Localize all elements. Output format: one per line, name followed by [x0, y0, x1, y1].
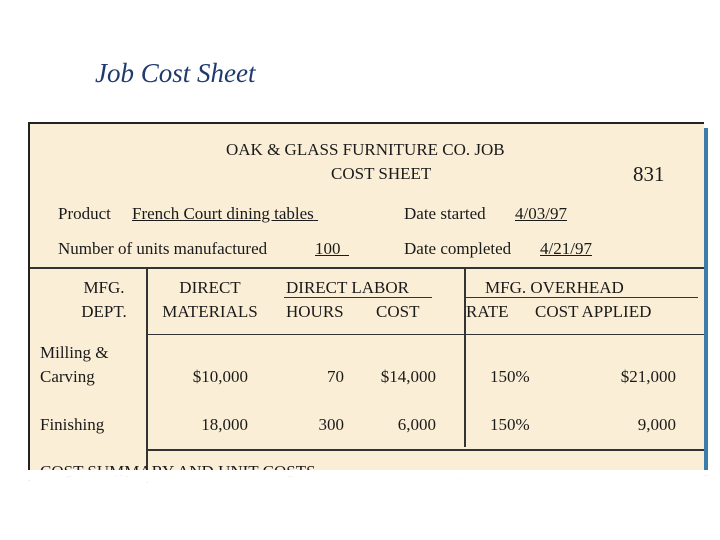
- units-value: 100: [315, 239, 341, 258]
- header-rule-top: [30, 267, 704, 269]
- row1-applied: $21,000: [620, 367, 676, 386]
- col-overhead-rate: RATE: [466, 302, 509, 321]
- row2-rate: 150%: [490, 415, 530, 434]
- col-overhead: MFG. OVERHEAD: [485, 278, 624, 297]
- header-rule-bottom: [146, 334, 704, 335]
- row1-dept-2: Carving: [40, 367, 95, 386]
- col-labor: DIRECT LABOR: [286, 278, 409, 297]
- row1-hours: 70: [327, 367, 344, 386]
- date-completed-label: Date completed: [404, 239, 512, 258]
- col-overhead-applied: COST APPLIED: [535, 302, 652, 321]
- job-cost-sheet: OAK & GLASS FURNITURE CO. JOB COST SHEET 831 Product French Court dining tables Date started 4/03/97 Number of units manufactured 100 Date completed 4/21/97 MFG. DEPT. DIRECT MATERIALS DIRECT LABOR HOURS COST MFG. OVERHEAD RATE COST APPLIED Milling & Carving $10,000 70 $14,000 150% $21,000 Finishing 18,000 300 6,000 150% 9,000: [28, 122, 704, 484]
- row2-materials: 18,000: [201, 415, 248, 434]
- table-rule-bottom: [146, 449, 704, 451]
- col-labor-hours: HOURS: [286, 302, 344, 321]
- labor-underline: [284, 297, 432, 298]
- col-labor-cost: COST: [376, 302, 420, 321]
- col-dept-1: MFG.: [83, 278, 125, 297]
- row1-labor-cost: $14,000: [380, 367, 436, 386]
- row2-applied: 9,000: [637, 415, 676, 434]
- torn-edge: [0, 470, 720, 510]
- units-label: Number of units manufactured: [58, 239, 268, 258]
- col-divider-1: [146, 267, 148, 484]
- col-materials-1: DIRECT: [179, 278, 241, 297]
- col-dept-2: DEPT.: [81, 302, 127, 321]
- row2-hours: 300: [318, 415, 344, 434]
- date-started-value: 4/03/97: [515, 204, 567, 223]
- col-materials-2: MATERIALS: [162, 302, 258, 321]
- sheet-heading-line2: COST SHEET: [331, 164, 432, 183]
- col-divider-2: [464, 267, 466, 447]
- overhead-underline: [466, 297, 698, 298]
- row1-dept-1: Milling &: [40, 343, 109, 362]
- product-label: Product: [58, 204, 111, 223]
- row2-dept: Finishing: [40, 415, 105, 434]
- job-number: 831: [633, 162, 665, 186]
- date-completed-value: 4/21/97: [540, 239, 592, 258]
- row1-materials: $10,000: [192, 367, 248, 386]
- product-value: French Court dining tables: [132, 204, 314, 223]
- date-started-label: Date started: [404, 204, 486, 223]
- row1-rate: 150%: [490, 367, 530, 386]
- row2-labor-cost: 6,000: [397, 415, 436, 434]
- page-title: Job Cost Sheet: [95, 58, 256, 88]
